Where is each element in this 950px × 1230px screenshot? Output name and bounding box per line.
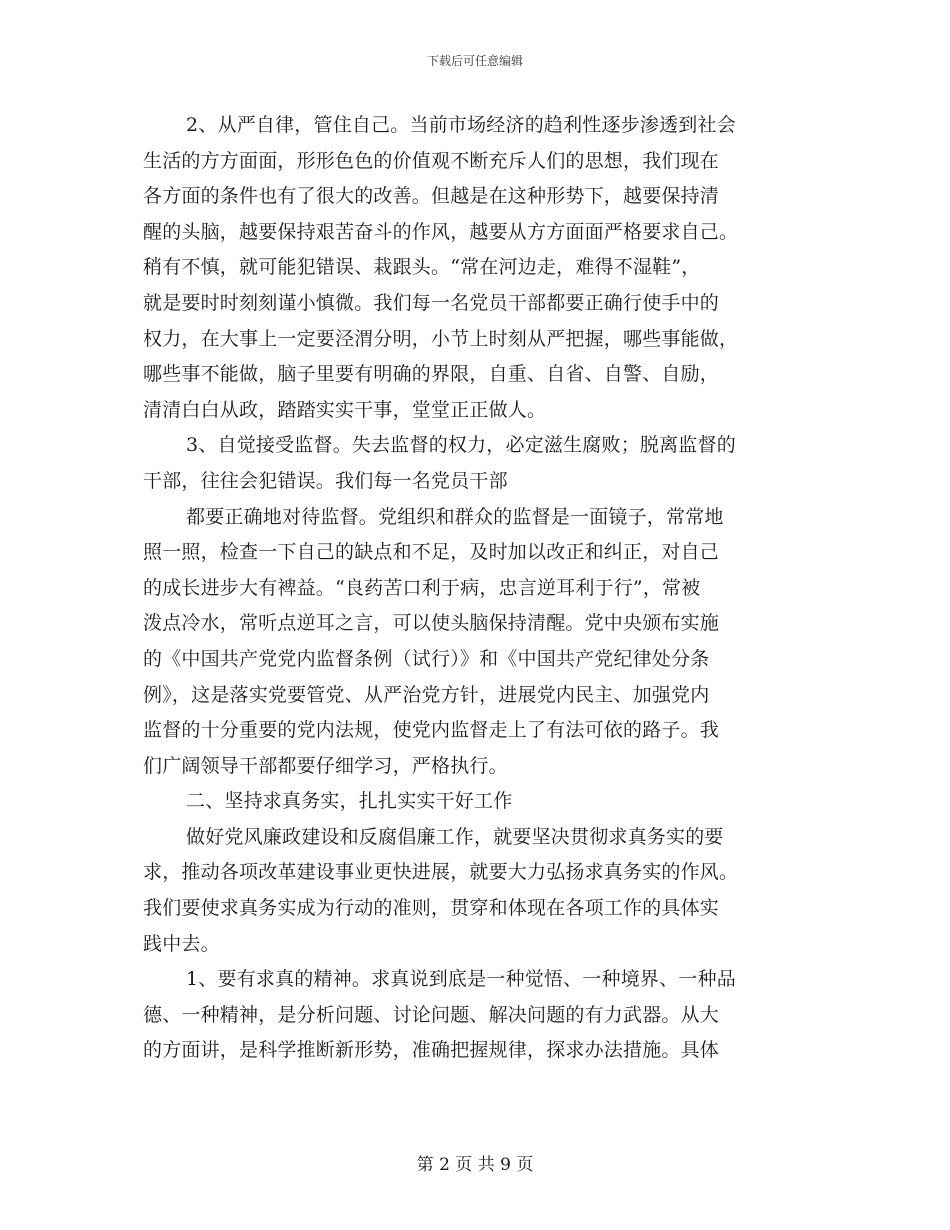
paragraph-line: 我们要使求真务实成为行动的准则，贯穿和体现在各项工作的具体实 (143, 897, 720, 920)
paragraph-line: 3、自觉接受监督。失去监督的权力，必定滋生腐败；脱离监督的 (186, 434, 736, 457)
paragraph-line: 1、要有求真的精神。求真说到底是一种觉悟、一种境界、一种品 (186, 968, 736, 991)
paragraph-line: 清清白白从政，踏踏实实干事，堂堂正正做人。 (143, 398, 547, 421)
section-heading: 二、坚持求真务实，扎扎实实干好工作 (186, 790, 513, 813)
paragraph-line: 求，推动各项改革建设事业更快进展，就要大力弘扬求真务实的作风。 (143, 861, 739, 884)
paragraph-line: 2、从严自律，管住自己。当前市场经济的趋利性逐步渗透到社会 (186, 114, 736, 136)
paragraph-line: 权力，在大事上一定要泾渭分明，小节上时刻从严把握，哪些事能做， (143, 327, 739, 350)
paragraph-line: 各方面的条件也有了很大的改善。但越是在这种形势下，越要保持清 (143, 185, 720, 208)
paragraph-line: 的方面讲，是科学推断新形势，准确把握规律，探求办法措施。具体 (143, 1039, 720, 1062)
page-header: 下载后可任意编辑 (426, 54, 523, 68)
paragraph-line: 都要正确地对待监督。党组织和群众的监督是一面镜子，常常地 (186, 505, 724, 528)
paragraph-line: 照一照，检查一下自己的缺点和不足，及时加以改正和纠正，对自己 (143, 541, 720, 564)
paragraph-line: 稍有不慎，就可能犯错误、栽跟头。“常在河边走，难得不湿鞋”， (143, 256, 701, 279)
paragraph-line: 德、一种精神，是分析问题、讨论问题、解决问题的有力武器。从大 (143, 1003, 720, 1026)
paragraph-line: 践中去。 (143, 932, 220, 955)
paragraph-line: 就是要时时刻刻谨小慎微。我们每一名党员干部都要正确行使手中的 (143, 291, 720, 314)
page-number: 第 2 页 共 9 页 (416, 1155, 534, 1175)
paragraph-line: 的成长进步大有裨益。“良药苦口利于病，忠言逆耳利于行”，常被 (143, 576, 701, 599)
paragraph-line: 哪些事不能做，脑子里要有明确的界限，自重、自省、自警、自励， (143, 363, 720, 386)
document-body (143, 108, 809, 1069)
paragraph-line: 泼点冷水，常听点逆耳之言，可以使头脑保持清醒。党中央颁布实施 (143, 612, 720, 635)
paragraph-line: 生活的方方面面，形形色色的价值观不断充斥人们的思想，我们现在 (143, 149, 720, 172)
paragraph-line: 的《中国共产党党内监督条例（试行）》和《中国共产党纪律处分条 (143, 647, 710, 670)
paragraph-line: 监督的十分重要的党内法规，使党内监督走上了有法可依的路子。我 (143, 719, 720, 742)
paragraph-line: 们广阔领导干部都要仔细学习，严格执行。 (143, 754, 508, 777)
paragraph-line: 例》，这是落实党要管党、从严治党方针，进展党内民主、加强党内 (143, 683, 710, 706)
paragraph-line: 做好党风廉政建设和反腐倡廉工作，就要坚决贯彻求真务实的要 (186, 825, 724, 848)
paragraph-line: 干部，往往会犯错误。我们每一名党员干部 (143, 469, 508, 492)
paragraph-line: 醒的头脑，越要保持艰苦奋斗的作风，越要从方方面面严格要求自己。 (143, 220, 739, 243)
